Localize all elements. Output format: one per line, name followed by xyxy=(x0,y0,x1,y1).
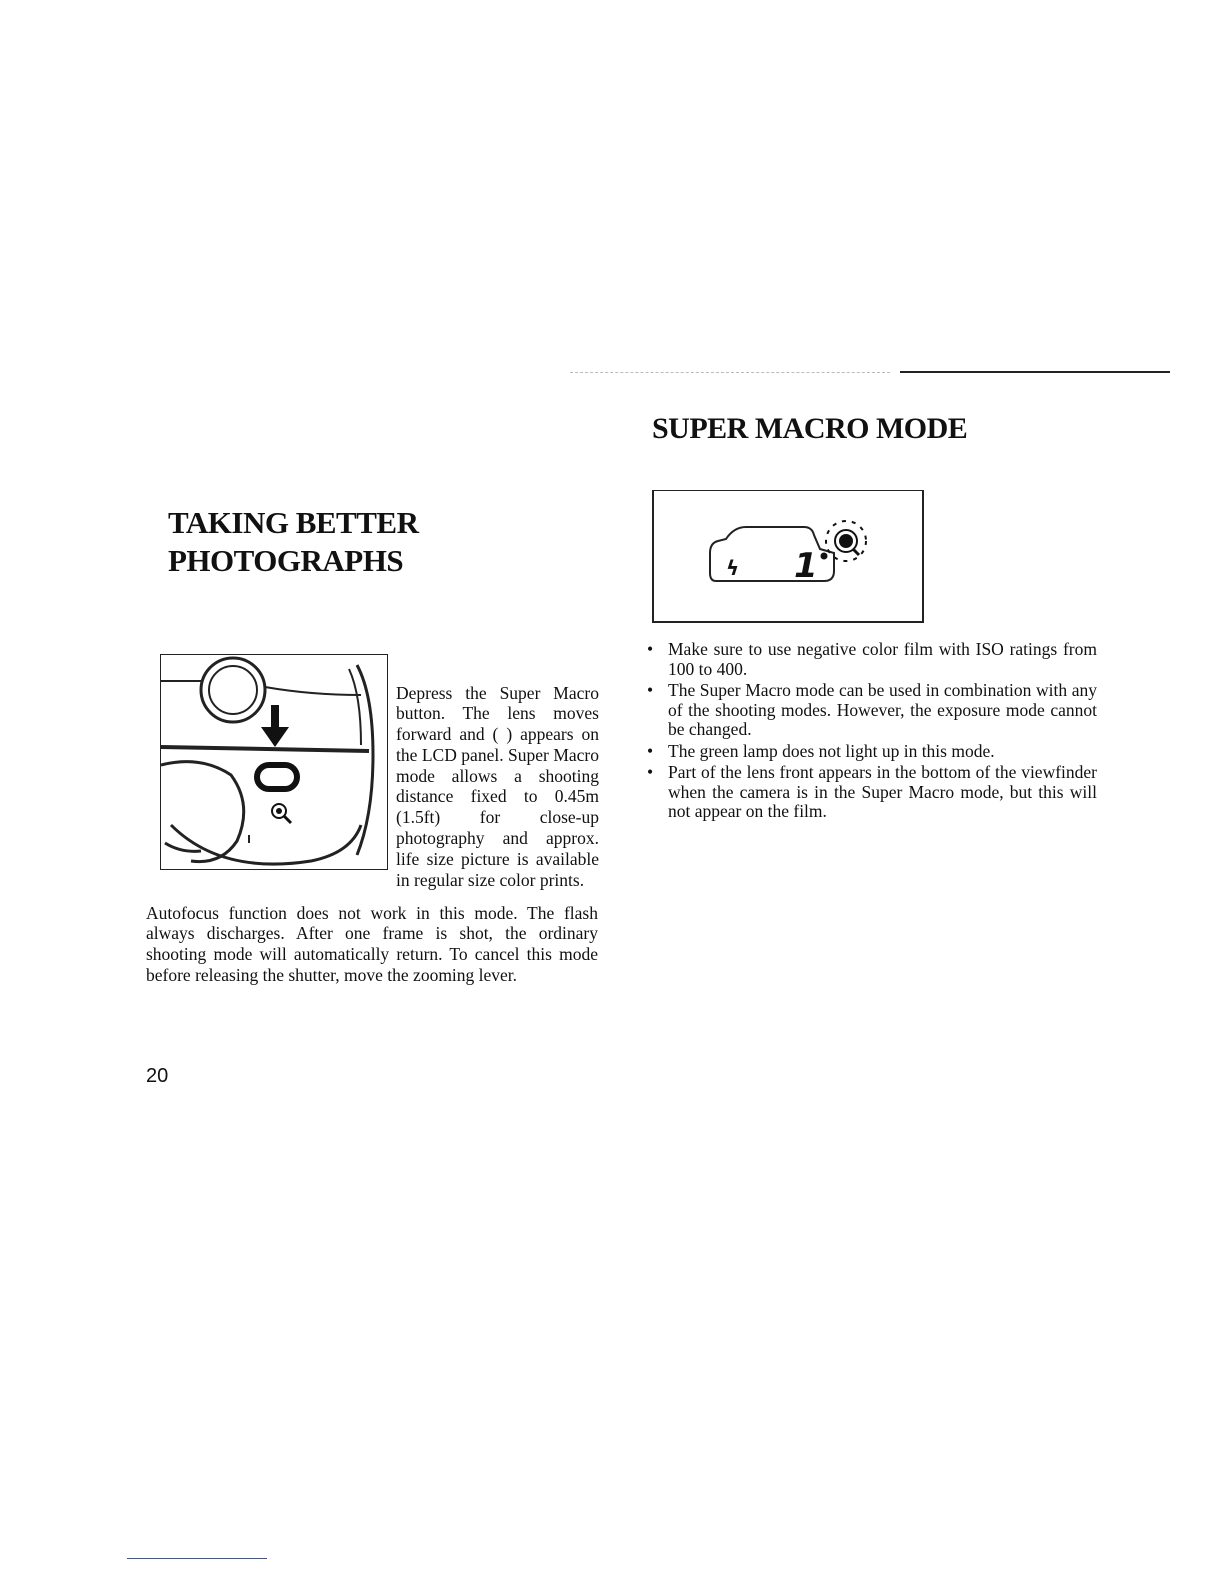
flash-icon xyxy=(726,556,739,580)
frame-counter: 1 xyxy=(794,546,818,586)
indicator-dot xyxy=(821,553,828,560)
super-macro-icon xyxy=(826,521,866,561)
list-item: • The Super Macro mode can be used in combination with any of the shooting modes. However, the exposure mode cannot be changed. xyxy=(647,680,1097,739)
page-number: 20 xyxy=(146,1065,169,1087)
footer-rule xyxy=(127,1558,267,1559)
macro-button-icon xyxy=(257,765,297,789)
chapter-title-line-2: PHOTOGRAPHS xyxy=(168,543,404,578)
svg-text:ϟ: ϟ xyxy=(726,556,740,580)
arrow-down-icon xyxy=(261,705,289,747)
section-title-super-macro: SUPER MACRO MODE xyxy=(652,412,968,445)
camera-illustration xyxy=(160,654,388,870)
super-macro-icon xyxy=(272,804,291,823)
list-item: • The green lamp does not light up in this mode. xyxy=(647,740,995,761)
camera-drawing xyxy=(161,655,387,869)
lcd-panel-illustration xyxy=(652,490,924,623)
notes-list xyxy=(647,640,1097,824)
header-dashed-rule xyxy=(570,372,890,373)
list-item: • Part of the lens front appears in the bottom of the viewfinder when the camera is in the Super Macro mode, but this will not appear on the film. xyxy=(647,762,1097,821)
super-macro-description: Depress the Super Macro button. The lens moves forward and ( ) appears on the LCD panel. Super Macro mode allows a shooting distance fixed to 0.45m (1.5ft) for close-up photography and approx. life size picture is available in regular size color prints. xyxy=(396,682,599,890)
chapter-title-line-1: TAKING BETTER xyxy=(168,505,419,540)
camera-dial xyxy=(201,658,265,722)
header-rule xyxy=(900,371,1170,373)
chapter-title xyxy=(168,504,548,580)
list-item: • Make sure to use negative color film with ISO ratings from 100 to 400. xyxy=(647,639,1097,679)
super-macro-description-continued: Autofocus function does not work in this mode. The flash always discharges. After one frame is shot, the ordinary shooting mode will automatically return. To cancel this mode before releasing the shutter, move the zooming lever. xyxy=(146,902,598,985)
lcd-panel-drawing xyxy=(654,491,922,621)
